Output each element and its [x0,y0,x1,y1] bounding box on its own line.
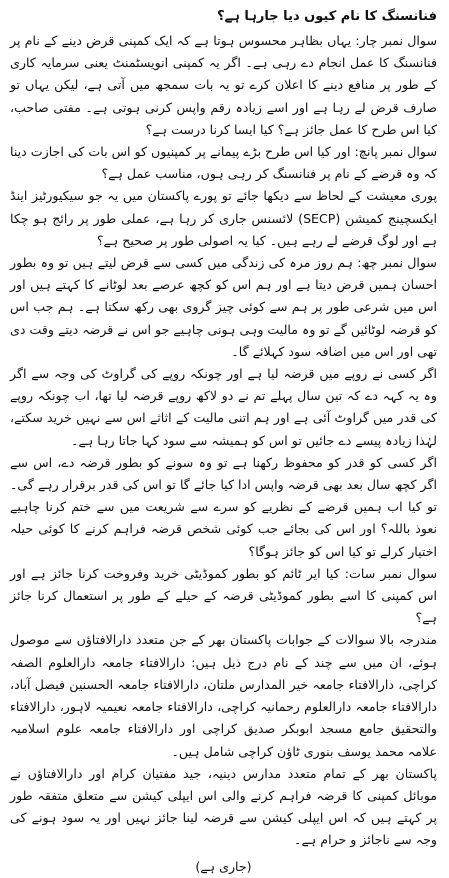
paragraph-gold-loan: اگر کسی کو قدر کو محفوظ رکھنا ہے تو وہ سونے کو بطور قرضہ دے، اس سے اگر کچھ سال بعد بھی قرضہ واپس ادا کیا جائے گا تو اس کی قدر برقرار رہے گی۔ تو کیا اب ہمیں قرضے کے نظریے کو سرے سے شریعت میں سے ختم کرنا چاہیے نعوذ باللہ؟ اور اس کی بجائے جب کوئی شخص قرضہ فراہم کرنے کا کوئی حیلہ اختیار کرلے تو کیا اس کو جائز ہوگا؟ [10,454,437,559]
paragraph-question-7: سوال نمبر سات: کیا ایر ٹائم کو بطور کموڈیٹی خرید وفروخت کرنا جائز ہے اور اس کمپنی کا اسے بطور کموڈیٹی قرضہ کے حیلے کے طور پر استعمال کرنا جائز ہے؟ [10,565,437,626]
article-heading: فنانسنگ کا نام کیوں دیا جارہا ہے؟ [217,9,437,24]
continued-note: (جاری ہے) [195,858,252,874]
paragraph-question-5: سوال نمبر پانچ: اور کیا اس طرح بڑے پیمانے پر کمپنیوں کو اس بات کی اجازت دینا کہ وہ قرضے کے نام پر فنانسنگ کر رہی ہوں، مناسب عمل ہے؟ [10,144,437,182]
paragraph-question-4: سوال نمبر چار: یہاں بظاہر محسوس ہوتا ہے کہ ایک کمپنی قرض دینے کے نام پر فنانسنگ کا عمل انجام دے رہی ہے۔ اگر یہ کمپنی انویسٹمنٹ یعنی سرمایہ کاری کے طور پر منافع دینے کا اعلان کرے تو یہ بات سمجھ میں آتی ہے، لیکن یہاں تو صارف قرض لے رہا ہے اور اسے زیادہ رقم واپس کرنی ہوتی ہے۔ مفتی صاحب، کیا اس طرح کا عمل جائز ہے؟ کیا ایسا کرنا درست ہے؟ [10,33,437,137]
paragraph-darulifta-list: مندرجہ بالا سوالات کے جوابات پاکستان بھر کے جن متعدد دارالافتاؤں سے موصول ہوئے، ان میں سے چند کے نام درج ذیل ہیں: دارالافتاء جامعہ دارالعلوم الصفہ کراچی، دارالافتاء جامعہ خیر المدارس ملتان، دارالافتاء جامعہ الحسنین فیصل آباد، دارالافتاء جامعہ دارالعلوم رحمانیہ کراچی، دارالافتاء جامعہ نعیمیہ لاہور، دارالافتاء والتحقیق جامع مسجد ابوبکر صدیق کراچی اور دارالافتاء جامعہ علوم اسلامیہ علامہ محمد یوسف بنوری ٹاؤن کراچی شامل ہیں۔ [10,632,437,759]
paragraph-rupee-devaluation: اگر کسی نے روپے میں قرضہ لیا ہے اور چونکہ روپے کی گراوٹ کی وجہ سے اگر وہ یہ کہہ دے کہ تین سال پہلے تم نے دو لاکھ روپے قرضہ لیا تھا، اب چونکہ روپے کی قدر میں گراوٹ آئی ہے اور ہم اتنی مالیت کے اثاثے اس سے نہیں خرید سکتے، لہٰذا زیادہ پیسے دے جائیں تو اس کو ہمیشہ سے سود کہا جاتا رہا ہے۔ [10,366,437,448]
paragraph-secp: پوری معیشت کے لحاظ سے دیکھا جائے تو پورے پاکستان میں یہ جو سیکیورٹیز اینڈ ایکسچینج کمیشن (SECP) لائسنس جاری کر رہا ہے، عملی طور پر رائج ہو چکا ہے اور لوگ قرضے لے رہے ہیں۔ کیا یہ اصولی طور پر صحیح ہے؟ [10,188,438,248]
paragraph-verdict: پاکستان بھر کے تمام متعدد مدارس دینیہ، جید مفتیان کرام اور دارالافتاؤں نے موبائل کمپنی کا قرضہ فراہم کرنے والی اس ایپلی کیشن سے متعلق متفقہ طور پر کہتے ہیں کہ اس ایپلی کیشن سے قرضہ لینا جائز نہیں اور یہ سود ہونے کی وجہ سے ناجائز و حرام ہے۔ [10,765,437,848]
paragraph-question-6: سوال نمبر چھ: ہم روز مرہ کی زندگی میں کسی سے قرض لیتے ہیں تو وہ بطور احسان ہمیں قرض دیتا ہے اور ہم اس کو کچھ عرصے بعد لوٹانے کا کہتے ہیں اور اس میں شرعی طور پر ہم سے کوئی چیز گروی بھی رکھ سکتا ہے۔ ہم جب اس کو قرضہ لوٹائیں گے تو وہ مالیت وہی ہونی چاہیے جو اس نے قرضہ دیتے وقت دی تھی اور اس میں اضافہ سود کہلائے گا۔ [10,255,437,359]
